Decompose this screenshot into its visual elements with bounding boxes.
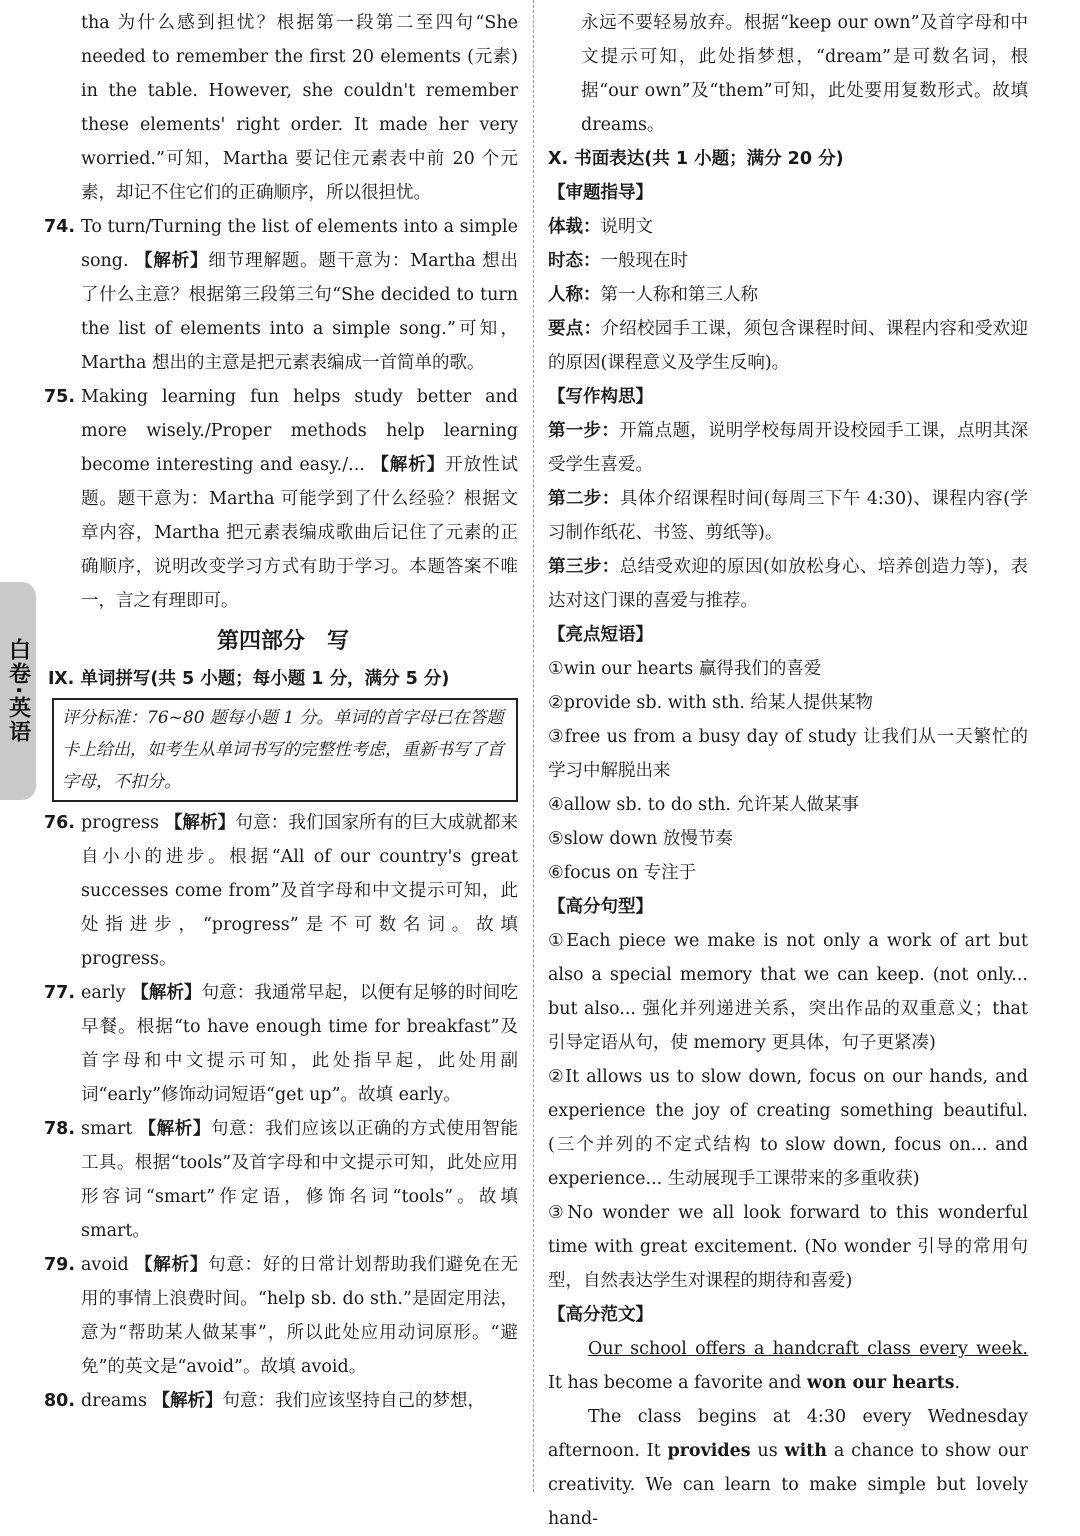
phrase-item: ⑥focus on 专注于 [548, 863, 697, 883]
q77 [44, 976, 519, 1112]
step3-text: 总结受欢迎的原因(如放松身心、培养创造力等)，表达对这门课的喜爱与推荐。 [548, 557, 1029, 611]
essay-highlight: provides [667, 1441, 751, 1461]
q80-answer: dreams [81, 1391, 147, 1411]
step3-label: 第三步： [548, 557, 620, 577]
scoring-box: 评分标准：76~80 题每小题 1 分。单词的首字母已在答题卡上给出，如考生从单词书写的完整性考虑，重新书写了首字母，不扣分。 [52, 698, 518, 802]
sentence-item: ①Each piece we make is not only a work of art but also a special memory that we can keep. (not only... but also... 强化并列递进关系，突出作品的双重意义；that 引导定语从句，使 memory 更具体，句子更紧凑) [548, 931, 1028, 1053]
genre-label: 体裁： [548, 217, 601, 237]
q79-explanation: 句意：好的日常计划帮助我们避免在无用的事情上浪费时间。“help sb. do sth.”是固定用法，意为“帮助某人做某事”，所以此处应用动词原形。“避免”的英文是“avoid”。故填 avoid。 [81, 1255, 519, 1377]
q76 [44, 806, 518, 976]
q79-number: 79. [44, 1255, 76, 1275]
phrase-item: ①win our hearts 赢得我们的喜爱 [548, 659, 822, 679]
q76-number: 76. [44, 813, 76, 833]
step2-line [548, 482, 1028, 550]
section-10-title: Ⅹ. 书面表达(共 1 小题；满分 20 分) [548, 149, 844, 169]
sentences-heading: 【高分句型】 [548, 897, 653, 917]
points-line [548, 312, 1028, 380]
q77-tag: 【解析】 [131, 983, 202, 1003]
essay-text: The class begins at 4:30 every Wednesday afternoon. It [548, 1407, 1028, 1461]
tense-value: 一般现在时 [600, 251, 688, 271]
essay-highlight: won our hearts [806, 1373, 955, 1393]
q78-tag: 【解析】 [138, 1119, 211, 1139]
person-line [548, 278, 1028, 312]
essay-paragraph-2 [548, 1400, 1028, 1536]
tense-label: 时态： [548, 251, 601, 271]
essay-topic-sentence: Our school offers a handcraft class every week. [588, 1339, 1028, 1359]
guide-heading: 【审题指导】 [548, 183, 653, 203]
q80-explanation: 句意：我们应该坚持自己的梦想， [222, 1391, 486, 1411]
part-heading: 第四部分 写 [216, 629, 349, 654]
q76-explanation: 句意：我们国家所有的巨大成就都来自小小的进步。根据“All of our country's great successes come from”及首字母和中文提示可知，此处指进步，“progress”是不可数名词。故填 progress。 [81, 813, 518, 969]
left-column [44, 6, 519, 1418]
step1-text: 开篇点题，说明学校每周开设校园手工课，点明其深受学生喜爱。 [548, 421, 1029, 475]
right-column [548, 6, 1028, 1536]
step2-label: 第二步： [548, 489, 620, 509]
q76-tag: 【解析】 [164, 813, 236, 833]
q80-tag: 【解析】 [152, 1391, 223, 1411]
phrase-item: ③free us from a busy day of study 让我们从一天繁忙的学习中解脱出来 [548, 727, 1028, 781]
phrase-item: ⑤slow down 放慢节奏 [548, 829, 733, 849]
q73-continuation: tha 为什么感到担忧？根据第一段第二至四句“She needed to remember the first 20 elements (元素) in the table. However, she couldn't remember these elements' right order. It made her very worried.”可知，Martha 要记住元素表中前 20 个元素，却记不住它们的正确顺序，所以很担忧。 [81, 13, 518, 203]
person-label: 人称： [548, 285, 601, 305]
essay-text: . [954, 1373, 961, 1393]
step1-label: 第一步： [548, 421, 620, 441]
q75-number: 75. [44, 387, 76, 407]
q78-explanation: 句意：我们应该以正确的方式使用智能工具。根据“tools”及首字母和中文提示可知，此处应用形容词“smart”作定语，修饰名词“tools”。故填 smart。 [81, 1119, 519, 1241]
q80-continuation: 永远不要轻易放弃。根据“keep our own”及首字母和中文提示可知，此处指梦想，“dream”是可数名词，根据“our own”及“them”可知，此处要用复数形式。故填 dreams。 [581, 13, 1028, 135]
q75-explanation: 开放性试题。题干意为：Martha 可能学到了什么经验？根据文章内容，Martha 把元素表编成歌曲后记住了元素的正确顺序，说明改变学习方式有助于学习。本题答案不唯一，言之有理即可。 [81, 455, 519, 611]
points-value: 介绍校园手工课，须包含课程时间、课程内容和受欢迎的原因(课程意义及学生反响)。 [548, 319, 1029, 373]
q75-tag: 【解析】 [371, 455, 446, 475]
phrase-item: ④allow sb. to do sth. 允许某人做某事 [548, 795, 860, 815]
essay-text: a chance to show our creativity. We can learn to make simple but lovely hand- [548, 1441, 1028, 1529]
column-divider [533, 0, 534, 1492]
q74 [44, 210, 518, 380]
q74-explanation: 细节理解题。题干意为：Martha 想出了什么主意？根据第三段第三句“She decided to turn the list of elements into a simple song.”可知，Martha 想出的主意是把元素表编成一首简单的歌。 [81, 251, 518, 373]
essay-text: It has become a favorite and [548, 1373, 807, 1393]
step1-line [548, 414, 1028, 482]
q80-number: 80. [44, 1391, 76, 1411]
q78-number: 78. [44, 1119, 76, 1139]
q74-tag: 【解析】 [134, 251, 209, 271]
genre-line [548, 210, 1028, 244]
side-tab [0, 582, 36, 800]
q79-answer: avoid [81, 1255, 129, 1275]
q80 [44, 1384, 518, 1418]
phrases-heading: 【亮点短语】 [548, 625, 653, 645]
essay-text: us [750, 1441, 785, 1461]
sentence-item: ③No wonder we all look forward to this wonderful time with great excitement. (No wonder 引导的常用句型，自然表达学生对课程的期待和喜爱) [548, 1203, 1028, 1291]
essay-highlight: with [784, 1441, 828, 1461]
sentence-item: ②It allows us to slow down, focus on our hands, and experience the joy of creating something beautiful. (三个并列的不定式结构 to slow down, focus on... and experience... 生动展现手工课带来的多重收获) [548, 1067, 1028, 1189]
q79 [44, 1248, 519, 1384]
q74-answer: To turn/Turning the list of elements into a simple song. [81, 217, 518, 271]
phrase-item: ②provide sb. with sth. 给某人提供某物 [548, 693, 874, 713]
q77-number: 77. [44, 983, 76, 1003]
tense-line [548, 244, 1028, 278]
step3-line [548, 550, 1028, 618]
q75-answer: Making learning fun helps study better and more wisely./Proper methods help learning become interesting and easy./... [81, 387, 518, 475]
side-tab-label: 白卷·英语 [5, 637, 31, 745]
essay-paragraph-1 [548, 1332, 1028, 1400]
q78 [44, 1112, 519, 1248]
essay-heading: 【高分范文】 [548, 1305, 653, 1325]
q79-tag: 【解析】 [135, 1255, 209, 1275]
section-9-title: Ⅸ. 单词拼写(共 5 小题；每小题 1 分，满分 5 分) [48, 669, 450, 689]
genre-value: 说明文 [600, 217, 653, 237]
points-label: 要点： [548, 319, 602, 339]
q75 [44, 380, 519, 618]
q77-explanation: 句意：我通常早起，以便有足够的时间吃早餐。根据“to have enough time for breakfast”及首字母和中文提示可知，此处指早起，此处用副词“early”修饰动词短语“get up”。故填 early。 [81, 983, 519, 1105]
q74-number: 74. [44, 217, 76, 237]
q77-answer: early [81, 983, 126, 1003]
step2-text: 具体介绍课程时间(每周三下午 4:30)、课程内容(学习制作纸花、书签、剪纸等)。 [548, 489, 1029, 543]
q78-answer: smart [81, 1119, 133, 1139]
q76-answer: progress [81, 813, 159, 833]
idea-heading: 【写作构思】 [548, 387, 653, 407]
person-value: 第一人称和第三人称 [600, 285, 758, 305]
